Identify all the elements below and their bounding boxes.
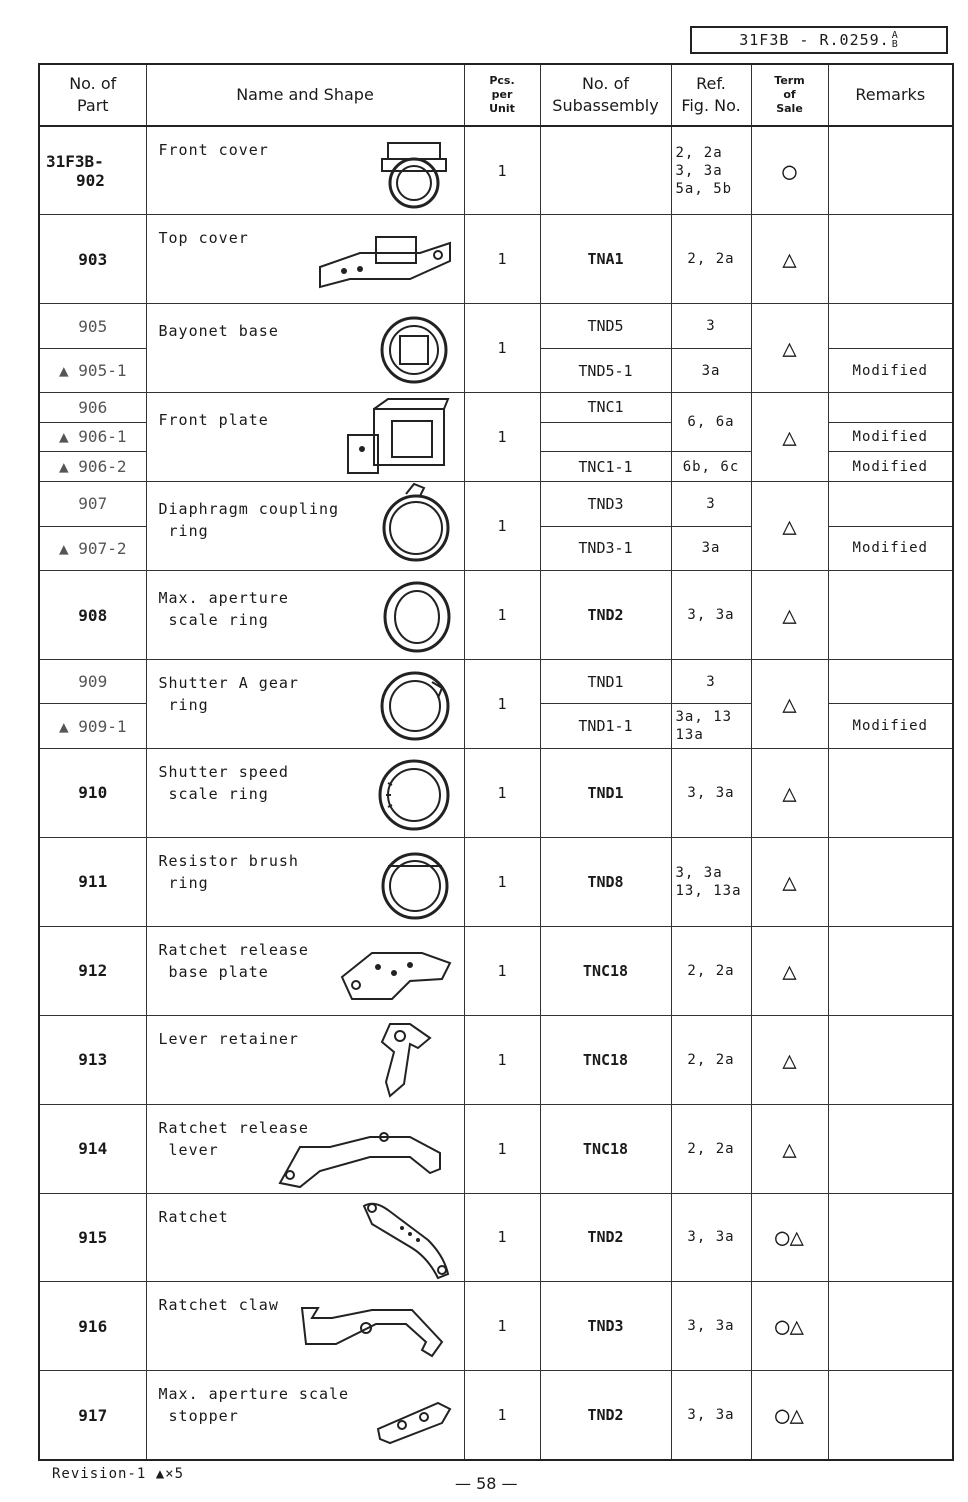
term-of-sale: △ [751, 748, 828, 837]
table-row [39, 571, 953, 660]
table-row [39, 1193, 953, 1282]
part-number: 903 [39, 215, 146, 304]
term-of-sale: ○ [751, 126, 828, 215]
table-row [39, 1015, 953, 1104]
subassembly-no [540, 422, 671, 451]
subassembly-no: TND2 [540, 571, 671, 660]
ref-fig-no: 3 [671, 304, 751, 348]
subassembly-no: TNC18 [540, 1104, 671, 1193]
subassembly-no: TND1 [540, 748, 671, 837]
page-number: — 58 — [455, 1474, 518, 1493]
ref-fig-no: 3a [671, 526, 751, 570]
term-of-sale: △ [751, 215, 828, 304]
subassembly-no: TNC1-1 [540, 451, 671, 481]
ref-fig-no: 3a, 13 13a [671, 704, 751, 748]
part-number: 907 [39, 482, 146, 526]
table-row [39, 215, 953, 304]
pcs-per-unit: 1 [464, 659, 540, 748]
part-name-shape: Shutter speed scale ring [146, 748, 464, 837]
pcs-per-unit: 1 [464, 1104, 540, 1193]
subassembly-no [540, 126, 671, 215]
remarks [828, 1104, 953, 1193]
part-name-shape: Front cover [146, 126, 464, 215]
subassembly-no: TNA1 [540, 215, 671, 304]
base-plate-drawing [338, 943, 454, 1003]
ref-fig-no: 3, 3a [671, 1282, 751, 1371]
table-row [39, 1282, 953, 1371]
ref-fig-no: 3, 3a 13, 13a [671, 837, 751, 926]
part-name-shape: Max. aperture scale stopper [146, 1371, 464, 1460]
ref-fig-no: 3a [671, 348, 751, 392]
subassembly-no: TND2 [540, 1371, 671, 1460]
remarks: Modified [828, 704, 953, 748]
pcs-per-unit: 1 [464, 482, 540, 571]
document-reference [690, 26, 948, 54]
subassembly-no: TNC18 [540, 1015, 671, 1104]
part-name-shape: Ratchet [146, 1193, 464, 1282]
ref-fig-no: 3, 3a [671, 571, 751, 660]
pcs-per-unit: 1 [464, 1282, 540, 1371]
part-number: 913 [39, 1015, 146, 1104]
ratchet-claw-drawing [298, 1292, 454, 1364]
ratchet-drawing [358, 1198, 454, 1280]
subassembly-no: TND8 [540, 837, 671, 926]
ref-fig-no: 3 [671, 659, 751, 703]
term-of-sale: △ [751, 1015, 828, 1104]
term-of-sale: △ [751, 1104, 828, 1193]
part-name-shape: Top cover [146, 215, 464, 304]
release-lever-drawing [274, 1117, 454, 1189]
header-remarks: Remarks [828, 64, 953, 126]
term-of-sale: △ [751, 304, 828, 393]
remarks [828, 926, 953, 1015]
remarks [828, 1282, 953, 1371]
term-of-sale: ○△ [751, 1371, 828, 1460]
part-number: 905 [39, 304, 146, 348]
pcs-per-unit: 1 [464, 393, 540, 482]
term-of-sale: ○△ [751, 1193, 828, 1282]
table-row [39, 837, 953, 926]
remarks [828, 215, 953, 304]
subassembly-no: TND3-1 [540, 526, 671, 570]
remarks [828, 304, 953, 348]
part-number: 916 [39, 1282, 146, 1371]
subassembly-no: TND1 [540, 659, 671, 703]
remarks [828, 837, 953, 926]
table-row [39, 748, 953, 837]
ref-fig-no: 2, 2a [671, 926, 751, 1015]
remarks [828, 126, 953, 215]
table-row [39, 393, 953, 422]
document-code-suffix: A B [891, 30, 899, 50]
remarks: Modified [828, 348, 953, 392]
remarks [828, 1193, 953, 1282]
remarks [828, 1371, 953, 1460]
term-of-sale: ○△ [751, 1282, 828, 1371]
top-cover-drawing [314, 225, 454, 295]
part-number: 906 [39, 393, 146, 422]
remarks [828, 659, 953, 703]
remarks: Modified [828, 526, 953, 570]
part-name-shape: Diaphragm coupling ring [146, 482, 464, 571]
ref-fig-no: 6b, 6c [671, 451, 751, 481]
remarks: Modified [828, 422, 953, 451]
ref-fig-no: 3, 3a [671, 1193, 751, 1282]
header-pcs: Pcs. per Unit [464, 64, 540, 126]
pcs-per-unit: 1 [464, 126, 540, 215]
part-number: 915 [39, 1193, 146, 1282]
front-cover-drawing [374, 131, 454, 211]
part-name-shape: Ratchet release base plate [146, 926, 464, 1015]
subassembly-no: TND5-1 [540, 348, 671, 392]
part-number: 914 [39, 1104, 146, 1193]
term-of-sale: △ [751, 571, 828, 660]
header-row [39, 64, 953, 126]
part-name-shape: Bayonet base [146, 304, 464, 393]
header-term-of-sale: Term of Sale [751, 64, 828, 126]
header-part-no: No. of Part [39, 64, 146, 126]
part-number: ▲ 905-1 [39, 348, 146, 392]
subassembly-no: TNC1 [540, 393, 671, 422]
gear-ring-drawing [376, 664, 454, 746]
front-plate-drawing [344, 395, 454, 479]
pcs-per-unit: 1 [464, 926, 540, 1015]
pcs-per-unit: 1 [464, 748, 540, 837]
term-of-sale: △ [751, 482, 828, 571]
ref-fig-no: 2, 2a 3, 3a 5a, 5b [671, 126, 751, 215]
ref-fig-no: 3 [671, 482, 751, 526]
term-of-sale: △ [751, 393, 828, 482]
part-number: 917 [39, 1371, 146, 1460]
remarks [828, 393, 953, 422]
stopper-drawing [374, 1397, 454, 1447]
part-name-shape: Shutter A gear ring [146, 659, 464, 748]
part-name-shape: Ratchet release lever [146, 1104, 464, 1193]
term-of-sale: △ [751, 659, 828, 748]
ref-fig-no: 6, 6a [671, 393, 751, 452]
part-number: ▲ 906-2 [39, 451, 146, 481]
brush-ring-drawing [376, 842, 454, 924]
part-number: 911 [39, 837, 146, 926]
parts-table [38, 63, 954, 1461]
pcs-per-unit: 1 [464, 304, 540, 393]
table-row [39, 482, 953, 526]
remarks [828, 748, 953, 837]
term-of-sale: △ [751, 837, 828, 926]
pcs-per-unit: 1 [464, 1371, 540, 1460]
header-ref-fig: Ref. Fig. No. [671, 64, 751, 126]
header-subassembly: No. of Subassembly [540, 64, 671, 126]
part-number: 31F3B- 902 [39, 126, 146, 215]
part-number: 912 [39, 926, 146, 1015]
part-name-shape: Resistor brush ring [146, 837, 464, 926]
part-number: 908 [39, 571, 146, 660]
bayonet-base-drawing [374, 308, 454, 388]
header-name-shape: Name and Shape [146, 64, 464, 126]
part-name-shape: Front plate [146, 393, 464, 482]
remarks [828, 482, 953, 526]
pcs-per-unit: 1 [464, 1193, 540, 1282]
ref-fig-no: 2, 2a [671, 215, 751, 304]
term-of-sale: △ [751, 926, 828, 1015]
pcs-per-unit: 1 [464, 837, 540, 926]
part-number: 910 [39, 748, 146, 837]
table-row [39, 1371, 953, 1460]
part-number: ▲ 906-1 [39, 422, 146, 451]
ref-fig-no: 3, 3a [671, 1371, 751, 1460]
table-row [39, 659, 953, 703]
pcs-per-unit: 1 [464, 571, 540, 660]
remarks [828, 1015, 953, 1104]
ref-fig-no: 2, 2a [671, 1015, 751, 1104]
part-number: ▲ 909-1 [39, 704, 146, 748]
subassembly-no: TNC18 [540, 926, 671, 1015]
pcs-per-unit: 1 [464, 215, 540, 304]
subassembly-no: TND1-1 [540, 704, 671, 748]
aperture-ring-drawing [380, 575, 454, 655]
subassembly-no: TND3 [540, 1282, 671, 1371]
pcs-per-unit: 1 [464, 1015, 540, 1104]
lever-retainer-drawing [370, 1020, 440, 1102]
part-name-shape: Ratchet claw [146, 1282, 464, 1371]
remarks [828, 571, 953, 660]
subassembly-no: TND2 [540, 1193, 671, 1282]
ref-fig-no: 2, 2a [671, 1104, 751, 1193]
table-row [39, 304, 953, 348]
revision-note: Revision-1 ▲×5 [52, 1466, 185, 1482]
ref-fig-no: 3, 3a [671, 748, 751, 837]
table-row [39, 126, 953, 215]
subassembly-no: TND3 [540, 482, 671, 526]
remarks: Modified [828, 451, 953, 481]
table-row [39, 1104, 953, 1193]
part-name-shape: Lever retainer [146, 1015, 464, 1104]
speed-ring-drawing [374, 753, 454, 835]
part-name-shape: Max. aperture scale ring [146, 571, 464, 660]
subassembly-no: TND5 [540, 304, 671, 348]
table-row [39, 926, 953, 1015]
part-number: 909 [39, 659, 146, 703]
document-code: 31F3B - R.0259. [739, 31, 890, 49]
part-number: ▲ 907-2 [39, 526, 146, 570]
coupling-ring-drawing [378, 482, 454, 566]
